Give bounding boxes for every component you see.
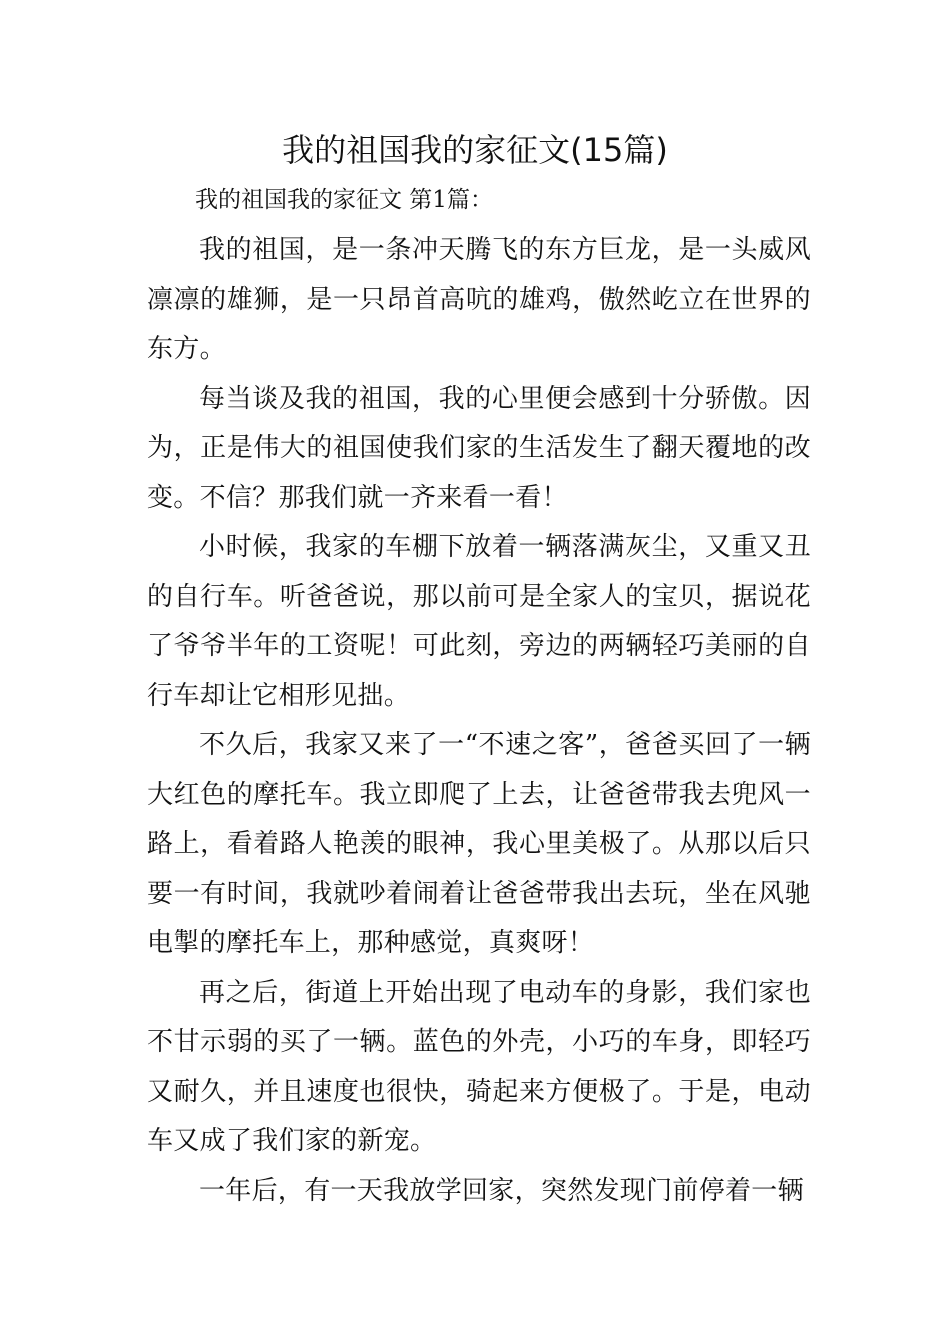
- document-title: 我的祖国我的家征文(15篇): [282, 131, 668, 169]
- paragraph: 我的祖国，是一条冲天腾飞的东方巨龙，是一头威风凛凛的雄狮，是一只昂首高吭的雄鸡，傲然屹立在世界的东方。: [147, 235, 811, 364]
- paragraph: 每当谈及我的祖国，我的心里便会感到十分骄傲。因为，正是伟大的祖国使我们家的生活发生了翻天覆地的改变。不信？那我们就一齐来看一看！: [147, 383, 811, 513]
- paragraph: 一年后，有一天我放学回家，突然发现门前停着一辆: [199, 1175, 804, 1206]
- document-body: [147, 226, 811, 1216]
- document-subtitle: 我的祖国我的家征文 第1篇：: [195, 187, 493, 213]
- paragraph: 不久后，我家又来了一“不速之客”，爸爸买回了一辆大红色的摩托车。我立即爬了上去，让爸爸带我去兜风一路上，看着路人艳羡的眼神，我心里美极了。从那以后只要一有时间，我就吵着闹着让爸爸带我出去玩，坐在风驰电掣的摩托车上，那种感觉，真爽呀！: [147, 730, 811, 958]
- paragraph: 小时候，我家的车棚下放着一辆落满灰尘，又重又丑的自行车。听爸爸说，那以前可是全家人的宝贝，据说花了爷爷半年的工资呢！可此刻，旁边的两辆轻巧美丽的自行车却让它相形见拙。: [147, 532, 811, 711]
- paragraph: 再之后，街道上开始出现了电动车的身影，我们家也不甘示弱的买了一辆。蓝色的外壳，小巧的车身，即轻巧又耐久，并且速度也很快，骑起来方便极了。于是，电动车又成了我们家的新宠。: [147, 977, 811, 1156]
